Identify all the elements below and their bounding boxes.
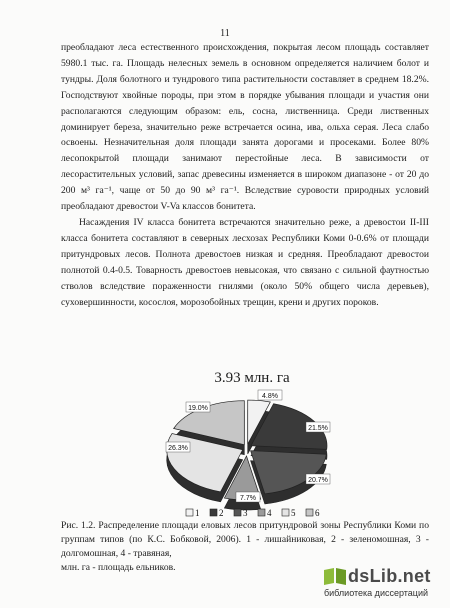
watermark bbox=[322, 566, 444, 604]
slice-label-1: 4.8% bbox=[262, 393, 278, 400]
legend-swatch-2 bbox=[210, 509, 217, 516]
legend-label-4: 4 bbox=[267, 508, 272, 518]
pie-chart-svg bbox=[150, 364, 450, 529]
slice-label-5: 26.3% bbox=[168, 445, 188, 452]
pie-chart bbox=[150, 364, 450, 529]
slice-label-2: 21.5% bbox=[308, 425, 328, 432]
slice-label-6: 19.0% bbox=[188, 405, 208, 412]
legend-swatch-1 bbox=[186, 509, 193, 516]
paragraph-2: Насаждения IV класса бонитета встречаются значительно реже, а древостои II-III класса бонитета составляют в северных лесхозах Республики Коми 0-0.6% от площади притундровых лесов. Полнота древостоев низкая и средняя. Преобладают древостои полнотой 0.4-0.5. Товарность древостоев невысокая, что связано с сильной фаутностью стволов вследствие пораженности гнилями (около 50% общего числа деревьев), суховершинности, косослоя, морозобойных трещин, крени и других пороков. bbox=[61, 216, 429, 308]
legend-label-5: 5 bbox=[291, 508, 296, 518]
paragraph-1: преобладают леса естественного происхождения, покрытая лесом площадь составляет 5980.1 тыс. га. Площадь нелесных земель в основном определяется наличием болот и тундры. Доля болотного и тундрового типа растительности составляет в среднем 18.2%. Господствуют хвойные породы, при этом в порядке убывания площади и участия они располагаются следующим образом: ель, сосна, лиственница. Среди лиственных доминирует береза, значительно реже встречается осина, ива, ольха серая. Леса слабо освоены. Незначительная доля площади занята дорогами и просеками. Более 80% лесопокрытой площади занимают перестойные леса. В зависимости от лесорастительных условий, запас древесины изменяется в широком диапазоне - от 20 до 200 м³ га⁻¹, чаще от 50 до 90 м³ га⁻¹. Вследствие суровости природных условий преобладают древостои V-Va классов бонитета. bbox=[61, 42, 429, 213]
book-logo-icon bbox=[322, 566, 348, 586]
caption-text: Рис. 1.2. Распределение площади еловых лесов притундровой зоны Республики Коми по группам типов (по К.С. Бобковой, 2006). 1 - лишайниковая, 2 - зеленомошная, 3 - долгомошная, 4 - травяная, bbox=[61, 520, 429, 559]
legend-label-2: 2 bbox=[219, 508, 224, 518]
slice-label-3: 20.7% bbox=[308, 477, 328, 484]
legend-swatch-5 bbox=[282, 509, 289, 516]
legend-label-3: 3 bbox=[243, 508, 248, 518]
body-text bbox=[61, 40, 429, 310]
slice-label-4: 7.7% bbox=[240, 495, 256, 502]
legend-label-1: 1 bbox=[195, 508, 200, 518]
legend-label-6: 6 bbox=[315, 508, 320, 518]
legend-swatch-3 bbox=[234, 509, 241, 516]
watermark-title: dsLib.net bbox=[348, 566, 431, 586]
legend-swatch-4 bbox=[258, 509, 265, 516]
legend-swatch-6 bbox=[306, 509, 313, 516]
caption-tail: млн. га - площадь ельников. bbox=[61, 562, 176, 573]
chart-title: 3.93 млн. га bbox=[214, 370, 290, 386]
page-number: 11 bbox=[220, 28, 230, 39]
watermark-subtitle: библиотека диссертаций bbox=[324, 588, 429, 598]
